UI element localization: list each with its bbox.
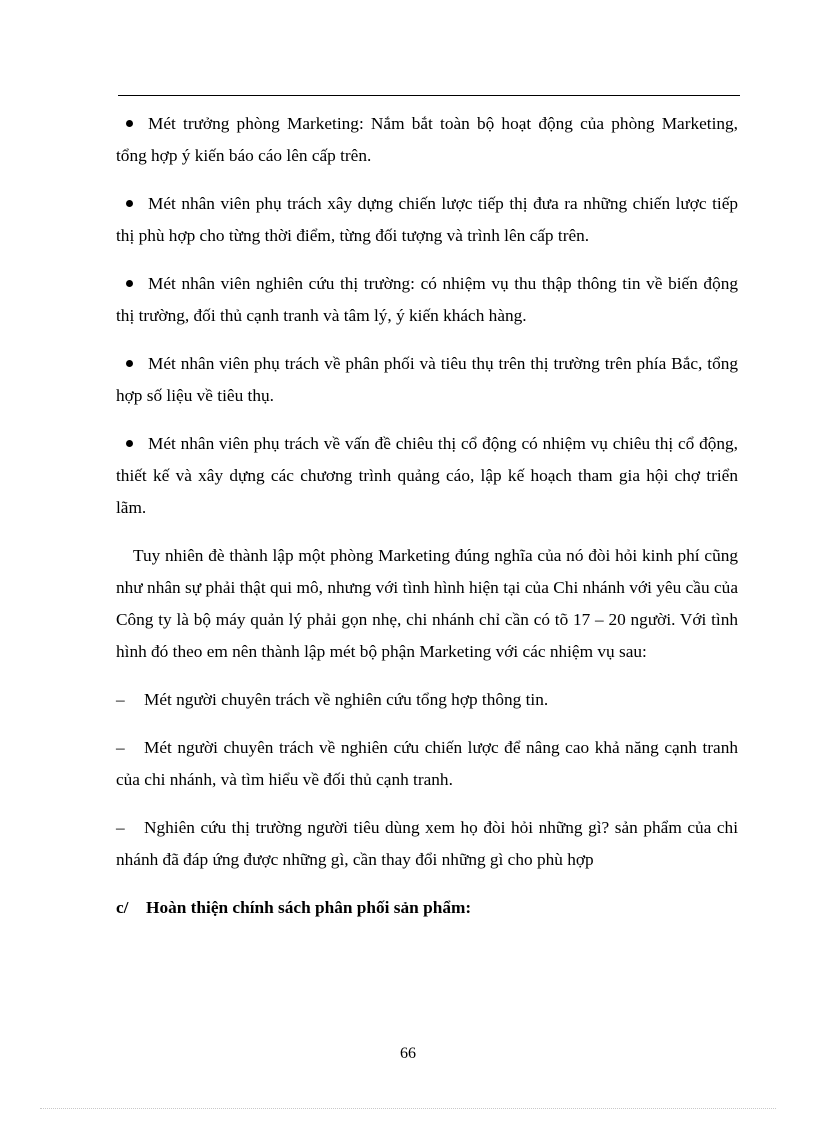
bullet-item (116, 108, 738, 172)
bullet-text: Mét trưởng phòng Marketing: Nắm bắt toàn bộ hoạt động của phòng Marketing, tổng hợp ý kiến báo cáo lên cấp trên. (116, 114, 738, 165)
bullet-icon (126, 440, 133, 447)
dash-item (116, 732, 738, 796)
dash-item (116, 684, 738, 716)
bullet-icon (126, 280, 133, 287)
dash-text: Mét người chuyên trách về nghiên cứu tổng hợp thông tin. (144, 690, 549, 709)
bullet-item (116, 348, 738, 412)
dash-mark: – (116, 690, 125, 709)
dash-mark: – (116, 818, 125, 837)
bullet-item (116, 428, 738, 524)
bullet-text: Mét nhân viên phụ trách về vấn đề chiêu thị cổ động có nhiệm vụ chiêu thị cổ động, thiết kế và xây dựng các chương trình quảng cáo, lập kế hoạch tham gia hội chợ triển lãm. (116, 434, 738, 517)
dash-item (116, 812, 738, 876)
section-title: Hoàn thiện chính sách phân phối sản phẩm: (146, 898, 472, 917)
bullet-icon (126, 120, 133, 127)
page-content (116, 108, 738, 940)
bullet-text: Mét nhân viên nghiên cứu thị trường: có nhiệm vụ thu thập thông tin về biến động thị trường, đối thủ cạnh tranh và tâm lý, ý kiến khách hàng. (116, 274, 738, 325)
page-number: 66 (400, 1045, 416, 1062)
header-rule (118, 95, 740, 96)
bullet-icon (126, 200, 133, 207)
dash-mark: – (116, 738, 125, 757)
page-bottom-border (40, 1108, 776, 1109)
dash-text: Mét người chuyên trách về nghiên cứu chiến lược để nâng cao khả năng cạnh tranh của chi nhánh, và tìm hiểu về đối thủ cạnh tranh. (116, 738, 738, 789)
section-number: c/ (116, 898, 129, 917)
bullet-item (116, 188, 738, 252)
bullet-item (116, 268, 738, 332)
dash-text: Nghiên cứu thị trường người tiêu dùng xem họ đòi hỏi những gì? sản phẩm của chi nhánh đã đáp ứng được những gì, cần thay đổi những gì cho phù hợp (116, 818, 738, 869)
section-heading (116, 892, 738, 924)
body-paragraph: Tuy nhiên đè thành lập một phòng Marketing đúng nghĩa của nó đòi hỏi kinh phí cũng như nhân sự phải thật qui mô, nhưng với tình hình hiện tại của Chi nhánh với yêu cầu của Công ty là bộ máy quản lý phải gọn nhẹ, chi nhánh chỉ cần có tõ 17 – 20 người. Với tình hình đó theo em nên thành lập mét bộ phận Marketing với các nhiệm vụ sau: (116, 546, 738, 661)
bullet-icon (126, 360, 133, 367)
bullet-text: Mét nhân viên phụ trách xây dựng chiến lược tiếp thị đưa ra những chiến lược tiếp thị phù hợp cho từng thời điểm, từng đối tượng và trình lên cấp trên. (116, 194, 738, 245)
bullet-text: Mét nhân viên phụ trách về phân phối và tiêu thụ trên thị trường trên phía Bắc, tổng hợp số liệu về tiêu thụ. (116, 354, 738, 405)
